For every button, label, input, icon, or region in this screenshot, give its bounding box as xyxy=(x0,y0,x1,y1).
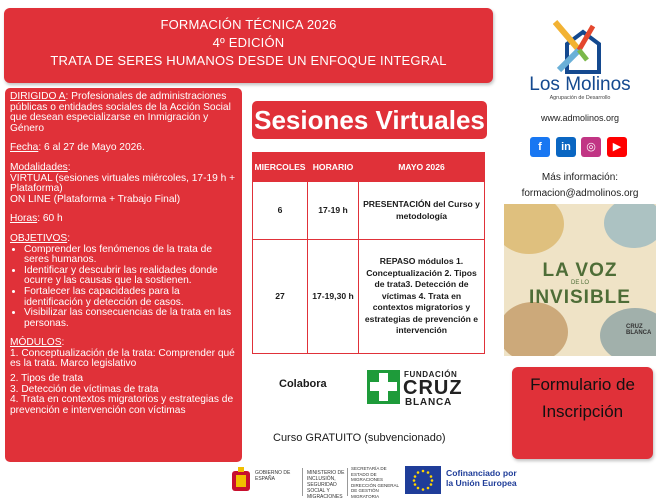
modalidad-virtual: VIRTUAL (sesiones virtuales miércoles, 17-19 h + Plataforma) xyxy=(10,172,236,195)
horas-text: : 60 h xyxy=(37,213,63,225)
partner-line3: BLANCA xyxy=(405,397,453,408)
cell-topic: PRESENTACIÓN del Curso y metodología xyxy=(359,182,485,240)
course-info-panel xyxy=(5,88,242,462)
eu-line1: Cofinanciado por xyxy=(446,468,517,478)
modulos-label: MÓDULOS xyxy=(10,337,62,349)
eu-line2: la Unión Europea xyxy=(446,478,517,488)
dirigido-text: : Profesionales de administraciones públicas o entidades sociales de la Acción Social que desean especializarse en Inmigración y Género xyxy=(10,91,231,134)
instagram-icon[interactable]: ◎ xyxy=(581,137,601,157)
dirigido xyxy=(10,92,237,134)
book-title-line2: INVISIBLE xyxy=(529,287,631,308)
fecha-text: : 6 al 27 de Mayo 2026. xyxy=(38,142,145,154)
list-item: • Identificar y descubrir las realidades donde ocurre y las causas que la sostienen. xyxy=(24,266,237,287)
modalidades-label: Modalidades xyxy=(10,161,68,173)
partner-line1: FUNDACIÓN xyxy=(404,370,458,379)
org-subtitle: Agrupación de Desarrollo xyxy=(549,95,611,101)
org-website-link[interactable]: www.admolinos.org xyxy=(540,113,620,123)
book-badge: CRUZ BLANCA xyxy=(626,324,652,336)
free-course-note: Curso GRATUITO (subvencionado) xyxy=(273,432,446,444)
fecha-label: Fecha xyxy=(10,142,39,154)
fundacion-cruz-blanca-logo xyxy=(367,370,463,406)
header-title: FORMACIÓN TÉCNICA 2026 xyxy=(160,17,337,32)
eu-flag-icon xyxy=(405,466,441,494)
partner-line2: CRUZ xyxy=(403,377,463,399)
sessions-title: Sesiones Virtuales xyxy=(252,101,487,139)
col-header-day: MIERCOLES xyxy=(253,153,308,182)
list-item: • Comprender los fenómenos de la trata de seres humanos. xyxy=(24,245,237,266)
horas-label: Horas xyxy=(10,213,38,225)
header-subtitle: TRATA DE SERES HUMANOS DESDE UN ENFOQUE INTEGRAL xyxy=(50,53,447,68)
book-title-small: DE LO xyxy=(570,280,589,286)
gobierno-label: GOBIERNO DE ESPAÑA xyxy=(255,470,291,482)
objetivos-label: OBJETIVOS xyxy=(10,232,68,244)
table-row xyxy=(253,182,485,240)
eu-cofinanciado xyxy=(446,468,526,488)
modulo-item: 3. Detección de víctimas de trata xyxy=(10,383,159,395)
cell-time: 17-19 h xyxy=(308,182,359,240)
book-cover-image xyxy=(504,204,656,356)
org-name: Los Molinos xyxy=(529,74,631,95)
cross-icon xyxy=(367,370,400,404)
colabora-label: Colabora xyxy=(279,378,327,390)
book-title-line1: LA VOZ xyxy=(542,260,618,281)
modalidades: Modalidades: xyxy=(10,161,71,173)
fecha xyxy=(10,143,237,154)
course-header xyxy=(4,8,493,83)
objetivos: OBJETIVOS: xyxy=(10,232,71,244)
cell-day: 27 xyxy=(253,240,308,354)
col-header-time: HORARIO xyxy=(308,153,359,182)
modulo-item: 4. Trata en contextos migratorios y estrategias de prevención e intervención con víctimas xyxy=(10,394,234,416)
youtube-icon[interactable]: ▶ xyxy=(607,137,627,157)
col-header-month: MAYO 2026 xyxy=(359,153,485,182)
modulos: MÓDULOS: xyxy=(10,337,65,349)
header-edition: 4º EDICIÓN xyxy=(212,35,285,50)
table-row xyxy=(253,240,485,354)
modalidad-online: ON LINE (Plataforma + Trabajo Final) xyxy=(10,193,181,205)
ministerio-label: MINISTERIO DE INCLUSIÓN, SEGURIDAD SOCIAL Y MIGRACIONES xyxy=(307,470,345,500)
dirigido-label: DIRIGIDO A xyxy=(10,91,66,102)
los-molinos-logo-icon xyxy=(553,20,603,76)
modulo-item: 2. Tipos de trata xyxy=(10,373,84,385)
list-item: • Visibilizar las consecuencias de la trata en las personas. xyxy=(24,308,237,329)
secretaria-label: SECRETARÍA DE ESTADO DE MIGRACIONES DIRECCIÓN GENERAL DE GESTIÓN MIGRATORIA xyxy=(351,466,399,499)
facebook-icon[interactable]: f xyxy=(530,137,550,157)
cell-day: 6 xyxy=(253,182,308,240)
horas xyxy=(10,214,237,225)
more-info-label: Más información: xyxy=(541,172,619,183)
contact-email-link[interactable]: formacion@admolinos.org xyxy=(521,188,639,199)
cell-time: 17-19,30 h xyxy=(308,240,359,354)
table-header-row xyxy=(253,153,485,182)
objetivos-list xyxy=(10,245,237,330)
modulo-item: 1. Conceptualización de la trata: Comprender qué es la trata. Marco legislativo xyxy=(10,347,235,370)
schedule-table xyxy=(252,152,485,354)
cell-topic: REPASO módulos 1. Conceptualización 2. Tipos de trata3. Detección de víctimas 4. Trata en contextos migratorios y estrategias de prevención e intervención xyxy=(359,240,485,354)
linkedin-icon[interactable]: in xyxy=(556,137,576,157)
coat-of-arms-icon xyxy=(229,467,253,495)
list-item: • Fortalecer las capacidades para la identificación y detección de casos. xyxy=(24,287,237,308)
registration-form-button[interactable]: Formulario de Inscripción xyxy=(512,367,653,459)
